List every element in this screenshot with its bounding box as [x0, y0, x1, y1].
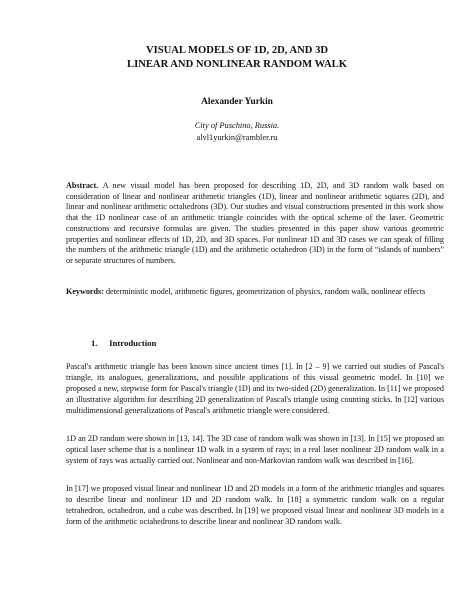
abstract-text: A new visual model has been proposed for describing 1D, 2D, and 3D random walk based on consideration of linear and nonlinear arithmetic triangles (1D), linear and nonlinear arithmetic squares (2D), and linear and nonlinear arithmetic octahedrons (3D). Our studies and visual constructions presented in this work show that the 1D nonlinear case of an arithmetic triangle coincides with the optical scheme of the laser. Geometric constructions and recursive formulas are given. The studies presented in this paper show various geometric properties and nonlinear effects of 1D, 2D, and 3D spaces. For nonlinear 1D and 3D cases we can speak of filling the numbers of the arithmetic triangle (1D) and the arithmetic octahedron (3D) in the form of “islands of numbers” or separate structures of numbers. — [66, 181, 444, 265]
abstract-label: Abstract. — [66, 181, 103, 190]
title-line-1: VISUAL MODELS OF 1D, 2D, AND 3D — [145, 45, 329, 56]
keywords — [66, 286, 444, 297]
section-number: 1. — [91, 338, 98, 348]
keywords-label: Keywords: — [66, 287, 106, 296]
paper-title — [0, 44, 474, 72]
keywords-text: deterministic model, arithmetic figures, geometrization of physics, random walk, nonlinear effects — [105, 287, 426, 296]
body-paragraph: In [17] we proposed visual linear and nonlinear 1D and 2D models in a form of the arithmetic triangles and squares to describe linear and nonlinear 1D and 2D random walk. In [18] a symmetric random walk on a regular tetrahedron, octahedron, and a cube was described. In [19] we proposed visual linear and nonlinear 3D models in a form of the arithmetic octahedrons to describe linear and nonlinear 3D random walk. — [66, 484, 444, 527]
section-title: Introduction — [109, 338, 157, 348]
author-name: Alexander Yurkin — [201, 97, 273, 107]
body-paragraph: Pascal's arithmetic triangle has been known since ancient times [1]. In [2 – 9] we carried out studies of Pascal's triangle, its analogues, generalizations, and possible applications of this visual geometric model. In [10] we proposed a new, stepwise form for Pascal's triangle (1D) and its two-sided (2D) generalization. In [11] we proposed an illustrative algorithm for describing 2D generalization of Pascal's triangle using counting sticks. In [12] various multidimensional generalizations of Pascal's arithmetic triangle were considered. — [66, 362, 444, 416]
section-heading — [91, 338, 156, 348]
title-line-2: LINEAR AND NONLINEAR RANDOM WALK — [127, 59, 347, 70]
affiliation — [0, 120, 474, 144]
author-email: alvl1yurkin@rambler.ru — [196, 133, 278, 142]
body-paragraph: 1D an 2D random were shown in [13, 14]. The 3D case of random walk was shown in [13]. In [15] we proposed an optical laser scheme that is a nonlinear 1D walk in a system of rays; in a real laser nonlinear 2D random walk in a system of rays was actually carried out. Nonlinear and non-Markovian random walk was described in [16]. — [66, 434, 444, 466]
affiliation-city: City of Puschino, Russia. — [194, 121, 280, 130]
abstract — [66, 181, 444, 267]
